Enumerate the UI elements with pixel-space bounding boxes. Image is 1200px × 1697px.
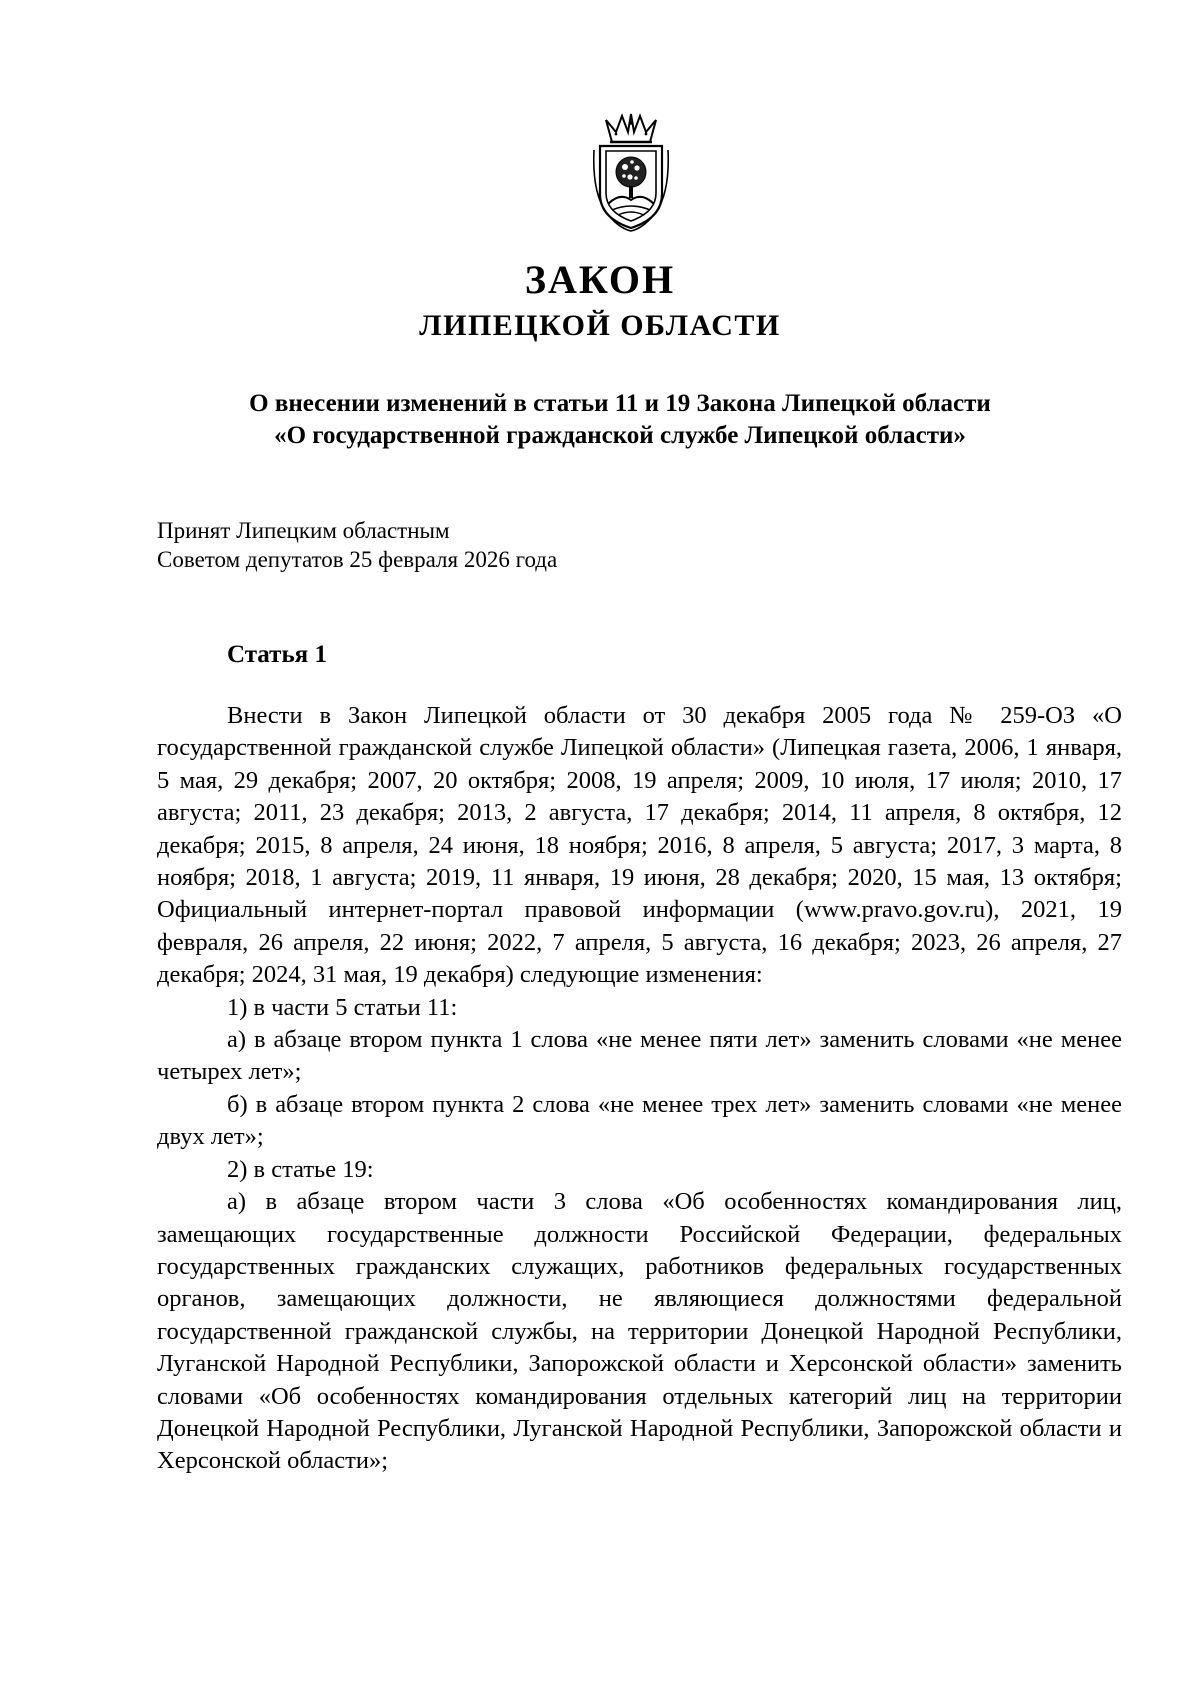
adoption-note bbox=[157, 516, 557, 574]
article-paragraph: б) в абзаце втором пункта 2 слова «не менее трех лет» заменить словами «не менее двух лет»; bbox=[157, 1090, 1122, 1151]
article-paragraph: а) в абзаце втором части 3 слова «Об особенностях командирования лиц, замещающих государственные должности Российской Федерации, федеральных государственных гражданских служащих, работников федеральных государственных органов, замещающих должности, не являющиеся должностями федеральной государственной гражданской службы, на территории Донецкой Народной Республики, Луганской Народной Республики, Запорожской области и Херсонской области» заменить словами «Об особенностях командирования отдельных категорий лиц на территории Донецкой Народной Республики, Луганской Народной Республики, Запорожской области и Херсонской области»; bbox=[157, 1188, 1122, 1475]
adoption-line-2: Советом депутатов 25 февраля 2026 года bbox=[157, 547, 558, 572]
article-paragraph: Внести в Закон Липецкой области от 30 декабря 2005 года № 259-ОЗ «О государственной гражданской службе Липецкой области» (Липецкая газета, 2006, 1 января, 5 мая, 29 декабря; 2007, 20 октября; 2008, 19 апреля; 2009, 10 июля, 17 июля; 2010, 17 августа; 2011, 23 декабря; 2013, 2 августа, 17 декабря; 2014, 11 апреля, 8 октября, 12 декабря; 2015, 8 апреля, 24 июня, 18 ноября; 2016, 8 апреля, 5 августа; 2017, 3 марта, 8 ноября; 2018, 1 августа; 2019, 11 января, 19 июня, 28 декабря; 2020, 15 мая, 13 октября; Официальный интернет-портал правовой информации (www.pravo.gov.ru), 2021, 19 февраля, 26 апреля, 22 июня; 2022, 7 апреля, 5 августа, 16 декабря; 2023, 26 апреля, 27 декабря; 2024, 31 мая, 19 декабря) следующие изменения: bbox=[157, 702, 1122, 989]
law-name bbox=[120, 388, 1120, 452]
article-body bbox=[157, 700, 1122, 1478]
document-subtitle: ЛИПЕЦКОЙ ОБЛАСТИ bbox=[419, 309, 781, 342]
adoption-line-1: Принят Липецким областным bbox=[157, 518, 450, 543]
law-name-line-2: «О государственной гражданской службе Липецкой области» bbox=[274, 422, 966, 449]
article-paragraph: 2) в статье 19: bbox=[227, 1155, 374, 1183]
document-title: ЗАКОН bbox=[524, 257, 676, 302]
article-heading: Статья 1 bbox=[227, 641, 327, 668]
article-paragraph: а) в абзаце втором пункта 1 слова «не менее пяти лет» заменить словами «не менее четырех лет»; bbox=[157, 1026, 1122, 1086]
lipetsk-oblast-coat-of-arms-icon bbox=[592, 112, 670, 232]
law-name-line-1: О внесении изменений в статьи 11 и 19 Закона Липецкой области bbox=[249, 390, 991, 417]
article-paragraph: 1) в части 5 статьи 11: bbox=[227, 993, 458, 1021]
